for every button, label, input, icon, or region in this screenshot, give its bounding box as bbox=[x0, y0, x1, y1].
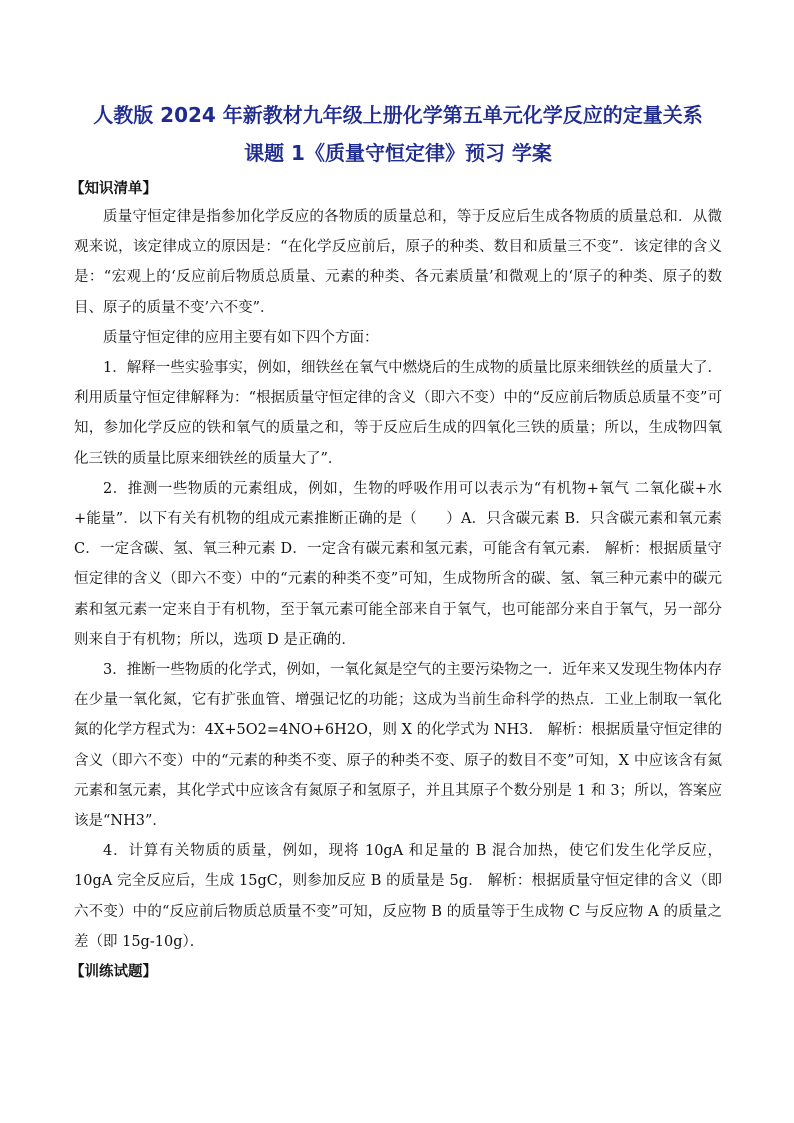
paragraph-application-1: 1．解释一些实验事实，例如，细铁丝在氧气中燃烧后的生成物的质量比原来细铁丝的质量大了．利用质量守恒定律解释为：“根据质量守恒定律的含义（即六不变）中的“反应前后物质总质量不变”可知，参加化学反应的铁和氧气的质量之和，等于反应后生成的四氧化三铁的质量；所以，生成物四氧化三铁的质量比原来细铁丝的质量大了”． bbox=[74, 360, 722, 467]
section-heading-exercises: 【训练试题】 bbox=[70, 964, 157, 981]
paragraph-application-4: 4．计算有关物质的质量，例如，现将 10gA 和足量的 B 混合加热，使它们发生化学反应，10gA 完全反应后，生成 15gC，则参加反应 B 的质量是 5g． 解析：根据质量守恒定律的含义（即六不变）中的“反应前后物质总质量不变”可知，反应物 B 的质量等于生成物 C 与反应物 A 的质量之差（即 15g-10g）． bbox=[74, 843, 722, 950]
section-heading-knowledge: 【知识清单】 bbox=[70, 181, 157, 197]
paragraph-applications-intro: 质量守恒定律的应用主要有如下四个方面： bbox=[103, 329, 379, 346]
title-line-2: 课题 1《质量守恒定律》预习 学案 bbox=[244, 141, 552, 165]
paragraph-application-3: 3．推断一些物质的化学式，例如，一氧化氮是空气的主要污染物之一．近年来又发现生物体内存在少量一氧化氮，它有扩张血管、增强记忆的功能；这成为当前生命科学的热点．工业上制取一氧化氮的化学方程式为：4X+5O2=4NO+6H2O，则 X 的化学式为 NH3． 解析：根据质量守恒定律的含义（即六不变）中的“元素的种类不变、原子的种类不变、原子的数目不变”可知，X 中应该含有氮元素和氢元素，其化学式中应该含有氮原子和氢原子，并且其原子个数分别是 1 和 3；所以，答案应该是“NH3”． bbox=[74, 662, 722, 830]
title-line-1: 人教版 2024 年新教材九年级上册化学第五单元化学反应的定量关系 bbox=[93, 103, 703, 127]
paragraph-application-2: 2．推测一些物质的元素组成，例如，生物的呼吸作用可以表示为“有机物+氧气 二氧化碳+水+能量”．以下有关有机物的组成元素推断正确的是（ ）A．只含碳元素 B．只含碳元素和氧元素 C．一定含碳、氢、氧三种元素 D．一定含有碳元素和氢元素，可能含有氧元素． 解析：根据质量守恒定律的含义（即六不变）中的“元素的种类不变”可知，生成物所含的碳、氢、氧三种元素中的碳元素和氢元素一定来自于有机物，至于氧元素可能全部来自于氧气，也可能部分来自于氧气，另一部分则来自于有机物；所以，选项 D 是正确的． bbox=[74, 480, 722, 648]
paragraph-definition: 质量守恒定律是指参加化学反应的各物质的质量总和，等于反应后生成各物质的质量总和．从微观来说，该定律成立的原因是：“在化学反应前后，原子的种类、数目和质量三不变”．该定律的含义是：“宏观上的‘反应前后物质总质量、元素的种类、各元素质量’和微观上的‘原子的种类、原子的数目、原子的质量不变’六不变”． bbox=[74, 209, 722, 316]
